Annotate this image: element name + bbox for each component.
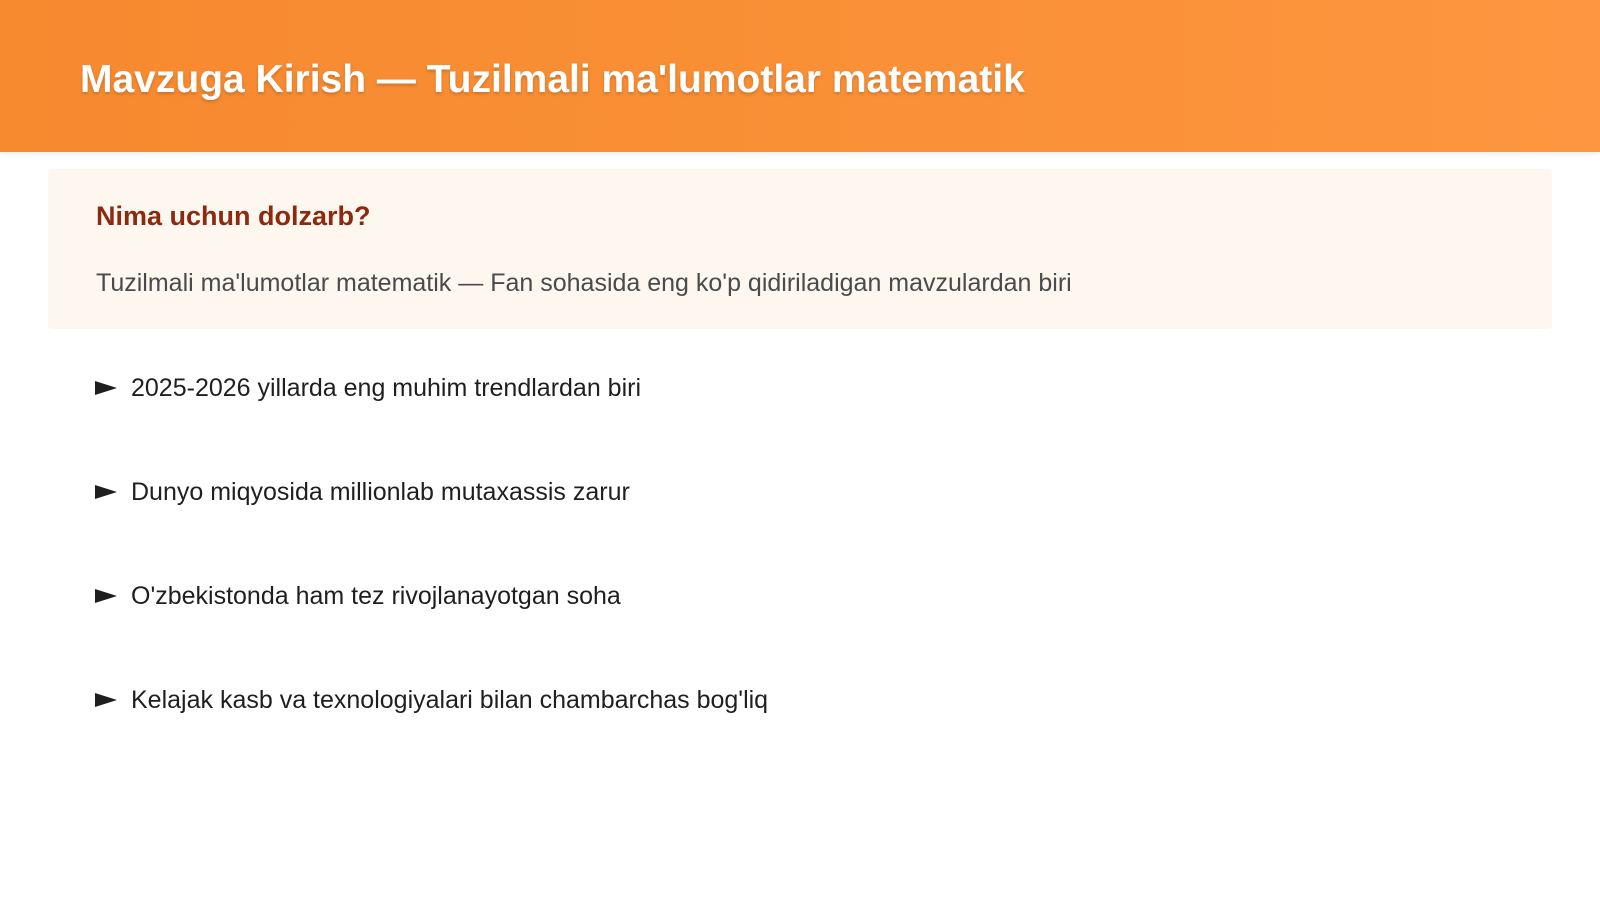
arrow-right-icon xyxy=(95,381,117,395)
callout-heading: Nima uchun dolzarb? xyxy=(96,201,371,231)
bullet-item xyxy=(95,682,768,718)
bullet-item xyxy=(95,578,768,614)
bullet-text: Dunyo miqyosida millionlab mutaxassis zarur xyxy=(131,478,630,506)
callout-text: Tuzilmali ma'lumotlar matematik — Fan sohasida eng ko'p qidiriladigan mavzulardan biri xyxy=(96,269,1072,297)
bullet-item xyxy=(95,370,768,406)
relevance-callout xyxy=(48,169,1552,329)
arrow-right-icon xyxy=(95,485,117,499)
bullet-list xyxy=(95,370,768,786)
bullet-text: Kelajak kasb va texnologiyalari bilan chambarchas bog'liq xyxy=(131,686,769,714)
bullet-text: O'zbekistonda ham tez rivojlanayotgan soha xyxy=(131,582,621,610)
slide-title: Mavzuga Kirish — Tuzilmali ma'lumotlar matematik xyxy=(80,58,1025,101)
bullet-item xyxy=(95,474,768,510)
slide-header xyxy=(0,0,1600,152)
arrow-right-icon xyxy=(95,589,117,603)
arrow-right-icon xyxy=(95,693,117,707)
bullet-text: 2025-2026 yillarda eng muhim trendlardan biri xyxy=(131,374,642,402)
